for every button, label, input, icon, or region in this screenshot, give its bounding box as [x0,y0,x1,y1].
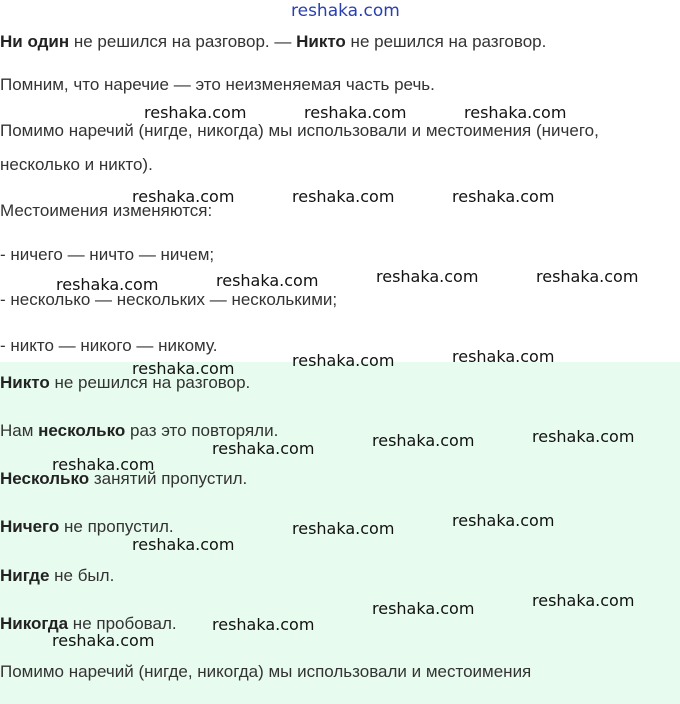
watermark: reshaka.com [452,187,555,206]
forms-heading: Местоимения изменяются: [0,201,213,220]
sentence-comparison: Ни один не решился на разговор. — Никто не решился на разговор. [0,32,547,51]
form-list-item: - несколько — нескольких — несколькими; [0,290,338,309]
watermark: reshaka.com [304,103,407,122]
example-sentence: Несколько занятий пропустил. [0,469,248,488]
watermark: reshaka.com [52,455,155,474]
watermark: reshaka.com [52,631,155,650]
example-sentence: Никто не решился на разговор. [0,373,251,392]
watermark: reshaka.com [132,535,235,554]
watermark: reshaka.com [536,267,639,286]
bold-word: Ни один [0,32,70,51]
watermark: reshaka.com [292,519,395,538]
explanation-paragraph-cont: несколько и никто). [0,155,153,174]
watermark: reshaka.com [452,511,555,530]
watermark: reshaka.com [144,103,247,122]
explanation-paragraph: Помимо наречий (нигде, никогда) мы использовали и местоимения [0,662,532,681]
watermark: reshaka.com [464,103,567,122]
watermark: reshaka.com [452,347,555,366]
form-list-item: - ничего — ничто — ничем; [0,245,215,264]
explanation-paragraph: Помимо наречий (нигде, никогда) мы использовали и местоимения (ничего, [0,121,599,140]
watermark: reshaka.com [532,427,635,446]
watermark: reshaka.com [212,615,315,634]
watermark: reshaka.com [292,351,395,370]
example-sentence: Нам несколько раз это повторяли. [0,421,279,440]
watermark: reshaka.com [372,431,475,450]
watermark: reshaka.com [216,271,319,290]
watermark: reshaka.com [532,591,635,610]
watermark: reshaka.com [376,267,479,286]
bold-word: Никто [296,32,346,51]
watermark: reshaka.com [132,359,235,378]
watermark: reshaka.com [56,275,159,294]
form-list-item: - никто — никого — никому. [0,336,218,355]
watermark: reshaka.com [292,187,395,206]
watermark: reshaka.com [372,599,475,618]
example-sentence: Ничего не пропустил. [0,517,174,536]
watermark: reshaka.com [132,187,235,206]
watermark: reshaka.com [212,439,315,458]
example-sentence: Никогда не пробовал. [0,614,177,633]
site-logo[interactable]: reshaka.com [291,1,400,21]
example-sentence: Нигде не был. [0,566,115,585]
rule-paragraph: Помним, что наречие — это неизменяемая часть речь. [0,75,435,94]
